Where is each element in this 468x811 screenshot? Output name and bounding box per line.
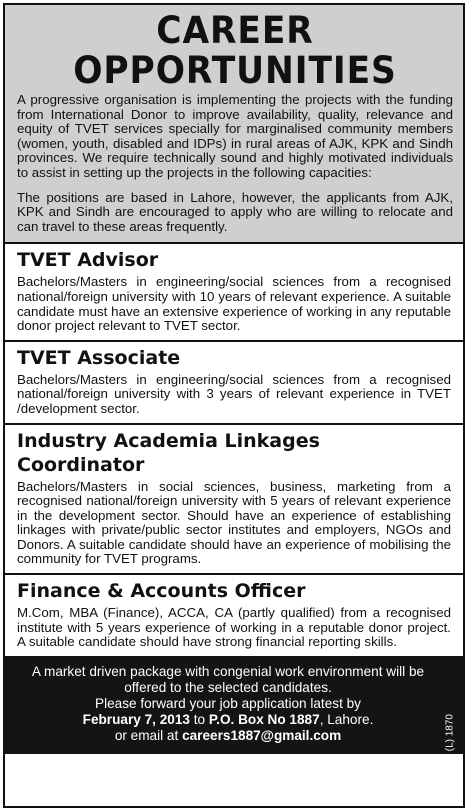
- intro-section: [5, 5, 463, 244]
- position-title: Industry Academia Linkages Coordinator: [17, 429, 320, 476]
- position-description: Bachelors/Masters in engineering/social sciences from a recognised national/foreign university with 3 years of relevant experience in TVET /development sector.: [17, 371, 451, 416]
- email-link[interactable]: careers1887@gmail.com: [182, 727, 342, 743]
- po-box: P.O. Box No 1887: [208, 711, 320, 727]
- position-description: Bachelors/Masters in engineering/social sciences from a recognised national/foreign university with 10 years of relevant experience. A suitable candidate must have an extensive experience of working in any reputable donor project relevant to TVET sector.: [17, 274, 451, 334]
- position-description: M.Com, MBA (Finance), ACCA, CA (partly qualified) from a recognised institute with 5 years experience of working in a reputable donor project. A suitable candidate should have strong financial reporting skills.: [17, 605, 451, 650]
- position-tvet-advisor: [5, 244, 463, 341]
- position-title: TVET Advisor: [17, 249, 159, 272]
- pid-code: PID (L) 1870: [445, 713, 456, 771]
- position-title: Finance & Accounts Officer: [17, 580, 306, 603]
- intro-paragraph: A progressive organisation is implementing the projects with the funding from International Donor to improve availability, quality, relevance and equity of TVET services specially for marginalised community members (women, youth, disabled and IDPs) in rural areas of AJK, KPK and Sindh provinces. We require technically sound and highly motivated individuals to assist in setting up the projects in the following capacities:: [17, 92, 453, 180]
- position-title: TVET Associate: [17, 346, 181, 369]
- advertisement-frame: [3, 3, 465, 808]
- email-line: [19, 728, 437, 744]
- deadline-date: February 7, 2013: [82, 711, 190, 727]
- position-finance-officer: [5, 575, 463, 656]
- address-line: [19, 712, 437, 728]
- position-tvet-associate: [5, 342, 463, 425]
- page-title: CAREER OPPORTUNITIES: [73, 9, 397, 92]
- city-text: , Lahore.: [319, 711, 374, 727]
- package-text: A market driven package with congenial work environment will be offered to the selected candidates.: [31, 663, 425, 695]
- position-description: Bachelors/Masters in social sciences, business, marketing from a recognised national/foreign university with 5 years of relevant experience in the development sector. Should have an experience of establishing linkages with private/public sector institutes and employers, NGOs and Donors. A suitable candidate should have an experience of mobilising the community for TVET programs.: [17, 478, 451, 567]
- application-footer: [5, 656, 463, 771]
- apply-instruction: Please forward your job application latest by: [95, 695, 361, 711]
- email-prefix: or email at: [114, 727, 179, 743]
- position-linkages-coordinator: [5, 425, 463, 576]
- location-paragraph: The positions are based in Lahore, however, the applicants from AJK, KPK and Sindh are encouraged to apply who are willing to relocate and can travel to these areas frequently.: [17, 189, 453, 234]
- to-text: to: [193, 711, 206, 727]
